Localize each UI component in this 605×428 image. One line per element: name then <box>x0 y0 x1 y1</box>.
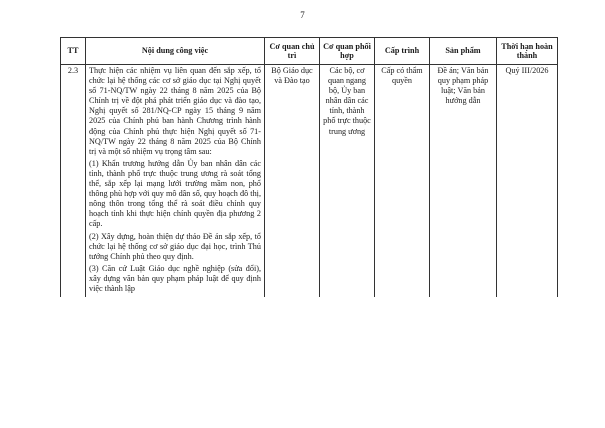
content-paragraph: (1) Khẩn trương hướng dẫn Ủy ban nhân dân các tỉnh, thành phố trực thuộc trung ương rà soát tổng thể, sắp xếp lại mạng lưới trường mầm non, phổ thông phù hợp với quy mô dân số, quy hoạch đô thị, nông thôn trong tổng thể rà soát điều chỉnh quy hoạch tỉnh khi thực hiện chính quyền địa phương 2 cấp. <box>89 158 261 229</box>
table-row <box>61 65 558 298</box>
header-content: Nội dung công việc <box>86 38 265 65</box>
row-tt: 2.3 <box>61 65 86 298</box>
header-tt: TT <box>61 38 86 65</box>
header-deadline: Thời hạn hoàn thành <box>497 38 558 65</box>
header-product: Sản phẩm <box>430 38 497 65</box>
table-header-row <box>61 38 558 65</box>
row-deadline: Quý III/2026 <box>497 65 558 298</box>
header-submission-level: Cấp trình <box>375 38 430 65</box>
row-submission-level: Cấp có thẩm quyền <box>375 65 430 298</box>
header-lead-agency: Cơ quan chủ trì <box>265 38 320 65</box>
content-paragraph: Thực hiện các nhiệm vụ liên quan đến sắp xếp, tổ chức lại hệ thống các cơ sở giáo dục tại Nghị quyết số 71-NQ/TW ngày 22 tháng 8 năm 2025 của Bộ Chính trị về đột phá phát triển giáo dục và đào tạo, Nghị quyết số 281/NQ-CP ngày 15 tháng 9 năm 2025 của Chính phủ ban hành Chương trình hành động của Chính phủ thực hiện Nghị quyết số 71-NQ/TW ngày 22 tháng 8 năm 2025 của Bộ Chính trị và một số nhiệm vụ trọng tâm sau: <box>89 66 261 156</box>
row-lead-agency: Bộ Giáo dục và Đào tạo <box>265 65 320 298</box>
content-paragraph: (2) Xây dựng, hoàn thiện dự thảo Đề án sắp xếp, tổ chức lại hệ thống cơ sở giáo dục đại học, trình Thủ tướng Chính phủ theo quy định. <box>89 231 261 261</box>
row-product: Đề án; Văn bản quy phạm pháp luật; Văn bản hướng dẫn <box>430 65 497 298</box>
content-paragraph: (3) Căn cứ Luật Giáo dục nghề nghiệp (sửa đổi), xây dựng văn bản quy phạm pháp luật để quy định việc thành lập <box>89 263 261 293</box>
row-content <box>86 65 265 298</box>
header-coordinating-agency: Cơ quan phối hợp <box>320 38 375 65</box>
page-number: 7 <box>300 10 305 20</box>
row-coordinating-agency: Các bộ, cơ quan ngang bộ, Ủy ban nhân dân các tỉnh, thành phố trực thuộc trung ương <box>320 65 375 298</box>
task-table <box>60 37 558 297</box>
